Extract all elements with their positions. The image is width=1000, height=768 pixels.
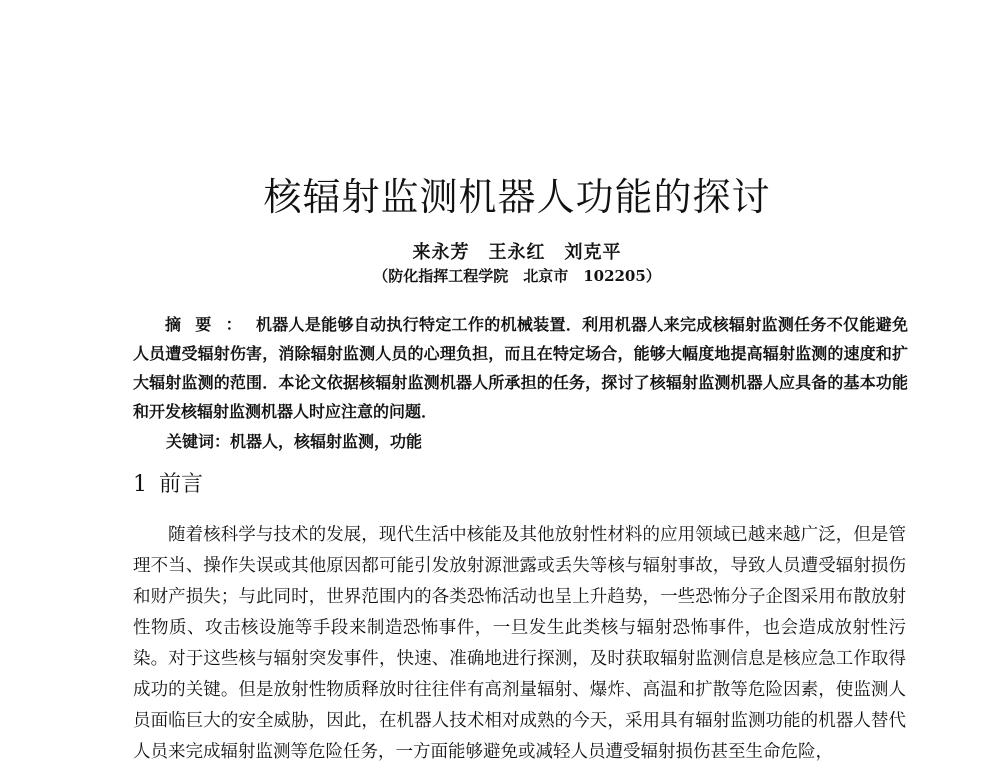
section-number: 1 (133, 472, 147, 497)
author-list: 来永芳 王永红 刘克平 (412, 242, 622, 263)
paper-title: 核辐射监测机器人功能的探讨 (263, 175, 771, 219)
section-title: 前言 (159, 472, 204, 497)
keywords-line (166, 429, 906, 452)
abstract-paragraph (133, 310, 908, 426)
keywords-label: 关键词： (166, 432, 231, 451)
section-heading-intro (133, 467, 203, 498)
abstract-label: 摘要： (165, 315, 256, 334)
keywords-text: 机器人，核辐射监测，功能 (230, 432, 423, 451)
affiliation-line: （防化指挥工程学院 北京市 102205） (373, 267, 661, 285)
intro-paragraph: 随着核科学与技术的发展，现代生活中核能及其他放射性材料的应用领域已越来越广泛，但是管理不当、操作失误或其他原因都可能引发放射源泄露或丢失等核与辐射事故，导致人员遭受辐射损伤和财产损失；与此同时，世界范围内的各类恐怖活动也呈上升趋势，一些恐怖分子企图采用布散放射性物质、攻击核设施等手段来制造恐怖事件，一旦发生此类核与辐射恐怖事件，也会造成放射性污染。对于这些核与辐射突发事件，快速、准确地进行探测，及时获取辐射监测信息是核应急工作取得成功的关键。但是放射性物质释放时往往伴有高剂量辐射、爆炸、高温和扩散等危险因素，使监测人员面临巨大的安全威胁，因此，在机器人技术相对成熟的今天，采用具有辐射监测功能的机器人替代人员来完成辐射监测等危险任务，一方面能够避免或减轻人员遭受辐射损伤甚至生命危险， (133, 525, 906, 762)
abstract-text: 机器人是能够自动执行特定工作的机械装置．利用机器人来完成核辐射监测任务不仅能避免人员遭受辐射伤害，消除辐射监测人员的心理负担，而且在特定场合，能够大幅度地提高辐射监测的速度和扩大辐射监测的范围．本论文依据核辐射监测机器人所承担的任务，探讨了核辐射监测机器人应具备的基本功能和开发核辐射监测机器人时应注意的问题． (133, 315, 908, 421)
